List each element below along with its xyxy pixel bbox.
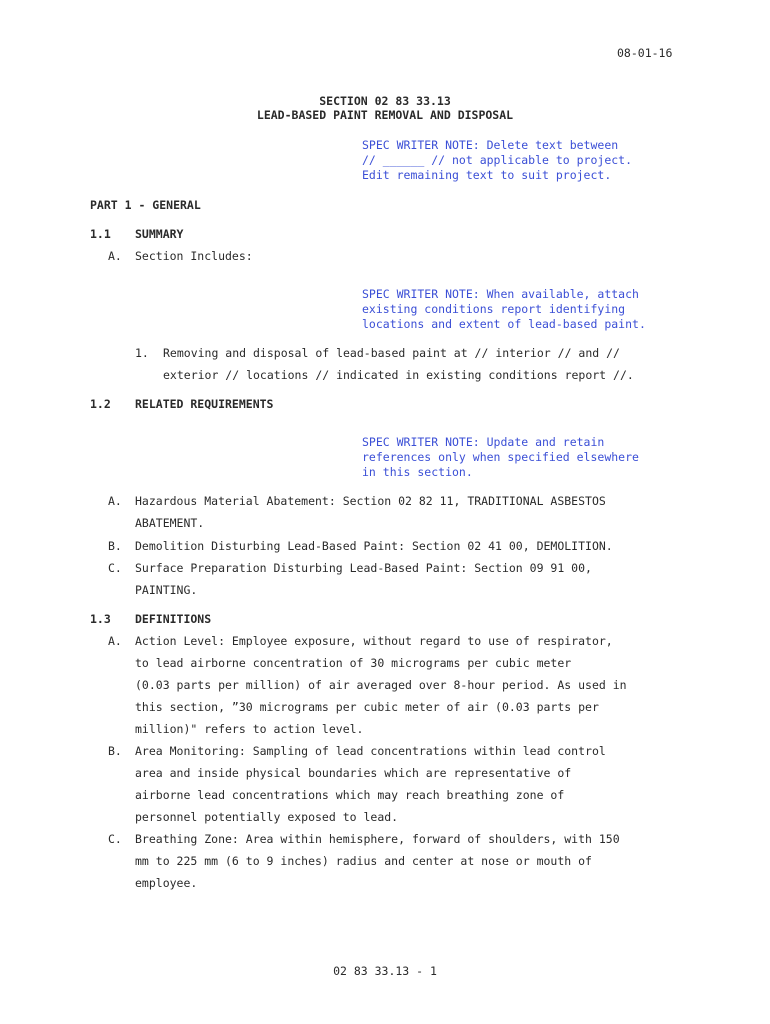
paragraph-line: Demolition Disturbing Lead-Based Paint: Section 02 41 00, DEMOLITION. (135, 539, 613, 553)
paragraph-line: PAINTING. (135, 583, 198, 597)
article-title: SUMMARY (135, 227, 184, 241)
paragraph-line: Action Level: Employee exposure, without regard to use of respirator, (135, 634, 613, 648)
paragraph-label: A. (108, 249, 122, 263)
spec-writer-note (362, 287, 646, 331)
spec-writer-note (362, 435, 639, 479)
paragraph-label: A. (108, 634, 122, 648)
section-title: LEAD-BASED PAINT REMOVAL AND DISPOSAL (256, 108, 514, 122)
article-number: 1.3 (90, 612, 111, 626)
paragraph-line: employee. (135, 876, 198, 890)
part-heading: PART 1 - GENERAL (90, 198, 201, 212)
paragraph-line: to lead airborne concentration of 30 micrograms per cubic meter (135, 656, 572, 670)
paragraph-label: B. (108, 744, 122, 758)
paragraph-line: Surface Preparation Disturbing Lead-Based Paint: Section 09 91 00, (135, 561, 592, 575)
paragraph-line: Hazardous Material Abatement: Section 02 82 11, TRADITIONAL ASBESTOS (135, 494, 606, 508)
note-line: existing conditions report identifying (362, 301, 626, 316)
paragraph-line: personnel potentially exposed to lead. (135, 810, 399, 824)
paragraph-line: airborne lead concentrations which may reach breathing zone of (135, 788, 565, 802)
paragraph-line: ABATEMENT. (135, 516, 205, 530)
note-line: SPEC WRITER NOTE: Delete text between (362, 138, 619, 152)
note-line: references only when specified elsewhere (362, 449, 639, 464)
note-line: SPEC WRITER NOTE: Update and retain (362, 435, 605, 449)
section-number: SECTION 02 83 33.13 (319, 94, 451, 108)
note-line: SPEC WRITER NOTE: When available, attach (362, 287, 639, 301)
note-line: // ______ // not applicable to project. (362, 152, 633, 167)
paragraph-line: Area Monitoring: Sampling of lead concentrations within lead control (135, 744, 606, 758)
paragraph-line: Breathing Zone: Area within hemisphere, forward of shoulders, with 150 (135, 832, 620, 846)
spec-writer-note (362, 138, 632, 182)
paragraph-line: area and inside physical boundaries which are representative of (135, 766, 572, 780)
paragraph-label: C. (108, 832, 122, 846)
paragraph-label: B. (108, 539, 122, 553)
revision-date: 08-01-16 (617, 46, 673, 60)
subparagraph-line: exterior // locations // indicated in existing conditions report //. (163, 368, 634, 382)
article-number: 1.2 (90, 397, 111, 411)
article-title: DEFINITIONS (135, 612, 212, 626)
page-number: 02 83 33.13 - 1 (333, 964, 437, 978)
article-number: 1.1 (90, 227, 111, 241)
paragraph-line: mm to 225 mm (6 to 9 inches) radius and center at nose or mouth of (135, 854, 592, 868)
subparagraph-line: Removing and disposal of lead-based paint at // interior // and // (163, 346, 620, 360)
paragraph-line: this section, ”30 micrograms per cubic meter of air (0.03 parts per (135, 700, 599, 714)
article-title: RELATED REQUIREMENTS (135, 397, 274, 411)
paragraph-label: A. (108, 494, 122, 508)
paragraph-label: C. (108, 561, 122, 575)
paragraph-text: Section Includes: (135, 249, 253, 263)
paragraph-line: (0.03 parts per million) of air averaged over 8-hour period. As used in (135, 678, 627, 692)
note-line: Edit remaining text to suit project. (362, 167, 612, 182)
paragraph-line: million)" refers to action level. (135, 722, 364, 736)
subparagraph-label: 1. (135, 346, 149, 360)
note-line: locations and extent of lead-based paint. (362, 316, 646, 331)
note-line: in this section. (362, 464, 473, 479)
